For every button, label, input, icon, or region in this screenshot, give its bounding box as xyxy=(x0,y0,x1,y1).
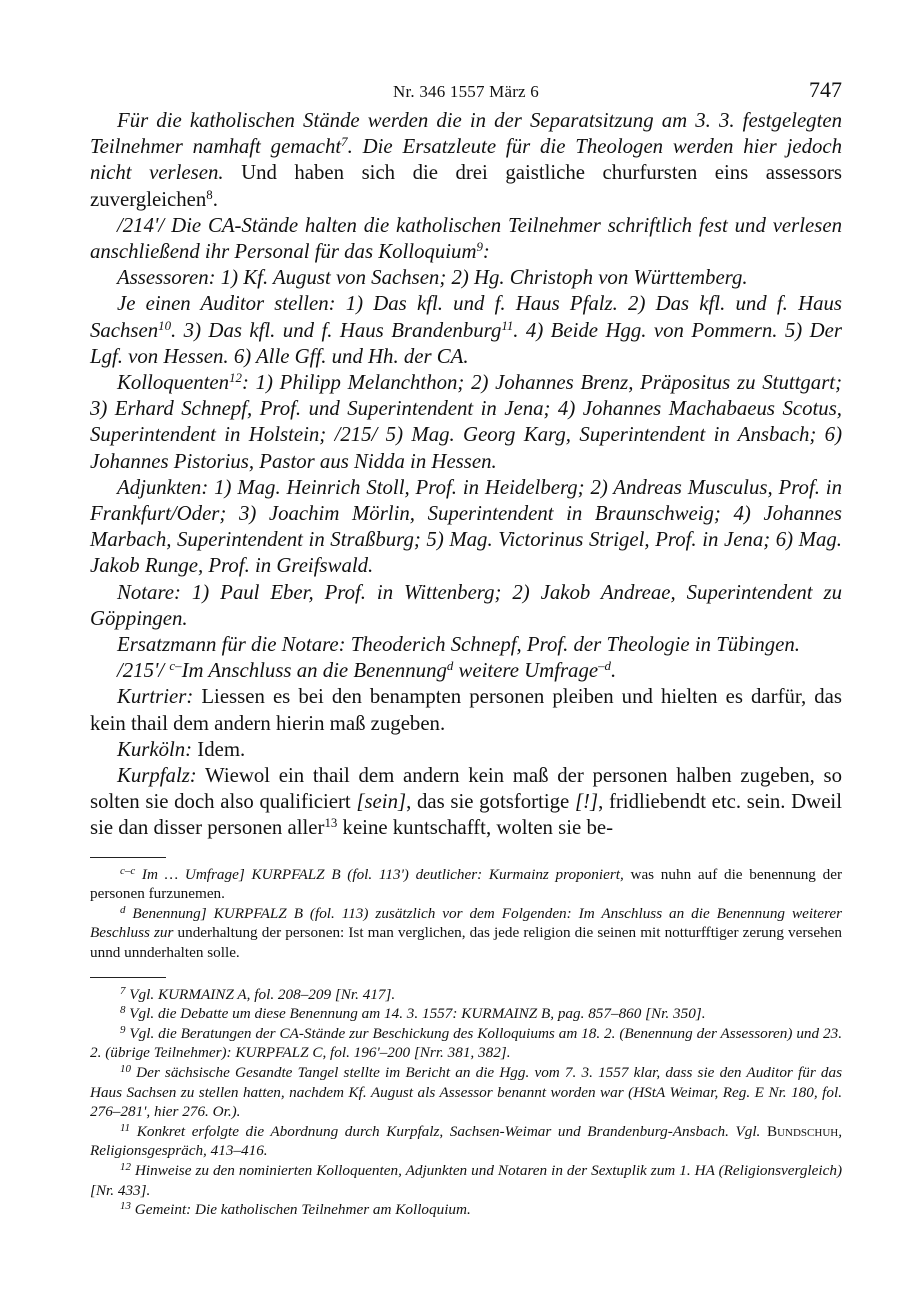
editorial-text: . xyxy=(610,659,617,683)
editorial-text: : 1) Philipp Melanchthon; 2) Johannes Brenz, Präpositus zu Stuttgart; 3) Erhard Schnepf, Prof. und Superintendent in Jena; 4) Johannes Machabaeus Scotus, Superintendent in Holstein; /215/ 5) Mag. Georg Karg, Superintendent in Ansbach; 6) Johannes Pistorius, Pastor aus Nidda in Hessen. xyxy=(90,371,842,473)
source-text: keine kuntschafft, wolten sie be- xyxy=(337,816,614,840)
footnote-ref: 13 xyxy=(324,816,338,831)
editorial-text: . 4) Beide Hgg. von Pommern. 5) Der Lgf. von Hessen. 6) Alle Gff. und Hh. der CA. xyxy=(90,318,842,368)
note-text: Benennung] KURPFALZ B (fol. 113) zusätzlich vor dem Folgenden: Im Anschluss an die Benennung weiterer Beschluss zur xyxy=(90,904,843,942)
paragraph-umfrage xyxy=(90,658,842,684)
paragraph-assessoren: Assessoren: 1) Kf. August von Sachsen; 2) Hg. Christoph von Württemberg. xyxy=(117,266,748,290)
speaker-label: Kurpfalz: xyxy=(117,764,197,788)
editorial-text: /214'/ Die CA-Stände halten die katholischen Teilnehmer schriftlich fest und verlesen anschließend ihr Personal für das Kolloquium xyxy=(90,213,842,264)
footnote xyxy=(90,1161,842,1200)
footnote-number: 7 xyxy=(120,984,126,997)
footnote-text: Vgl. die Beratungen der CA-Stände zur Beschickung des Kolloquiums am 18. 2. (Benennung der Assessoren) und 23. 2. (übrige Teilnehmer): KURPFALZ C, fol. 196'–200 [Nrr. 381, 382]. xyxy=(90,1024,842,1062)
footnote-number: 11 xyxy=(120,1121,131,1134)
source-text: , fridliebendt etc. sein. Dweil sie dan disser personen aller xyxy=(90,790,842,840)
footnote xyxy=(90,1024,842,1063)
footnote-text: Vgl. KURMAINZ A, fol. 208–209 [Nr. 417]. xyxy=(129,985,396,1003)
paragraph-catholic-participants xyxy=(90,108,842,213)
editorial-insertion: [sein] xyxy=(356,790,407,814)
paragraph-kolloquenten xyxy=(90,370,842,475)
note-mark: d xyxy=(120,903,126,916)
speaker-label: Kurköln: xyxy=(117,737,193,761)
paragraph-ca-staende xyxy=(90,213,842,265)
footnote-number: 10 xyxy=(120,1063,131,1076)
editorial-text: Kolloquenten xyxy=(117,371,230,395)
footnote-ref: 7 xyxy=(341,135,348,150)
editorial-text: /215'/ xyxy=(117,659,170,683)
footnote-ref: 12 xyxy=(229,370,242,385)
footnote-text: Hinweise zu den nominierten Kolloquenten, Adjunkten und Notaren in der Sextuplik zum 1. HA (Religionsvergleich) [Nr. 433]. xyxy=(90,1162,842,1199)
footnote xyxy=(90,1004,842,1024)
apparatus-ref: –d xyxy=(598,659,611,674)
editorial-text: : xyxy=(482,240,490,264)
footnote-ref: 9 xyxy=(476,239,483,254)
critical-apparatus xyxy=(90,857,842,963)
editorial-text: Im Anschluss an die Benennung xyxy=(181,659,447,683)
footnote-text: Konkret erfolgte die Abordnung durch Kurpfalz, Sachsen-Weimar und Brandenburg-Ansbach. Vgl. xyxy=(136,1122,767,1140)
apparatus-divider xyxy=(90,857,166,858)
footnotes-divider xyxy=(90,977,166,978)
footnote-ref: 11 xyxy=(501,318,514,333)
footnote-number: 9 xyxy=(120,1023,126,1036)
speaker-label: Kurtrier: xyxy=(117,685,194,709)
note-text: was nuhn auf die benennung der personen furzunemen. xyxy=(90,865,843,903)
page-header xyxy=(90,0,842,108)
editorial-text: Je einen Auditor stellen: 1) Das kfl. und f. Haus Pfalz. 2) Das kfl. und f. Haus Sachsen xyxy=(90,292,842,342)
source-text: Liessen es bei den benampten personen pleiben und hielten es darfür, das kein thail dem andern hierin maß zugeben. xyxy=(90,685,842,735)
editorial-text: weitere Umfrage xyxy=(453,659,599,683)
footnote-number: 8 xyxy=(120,1004,126,1017)
footnote-text: Vgl. die Debatte um diese Benennung am 14. 3. 1557: KURMAINZ B, pag. 857–860 [Nr. 350]. xyxy=(129,1005,706,1023)
source-text: , das sie gotsfortige xyxy=(406,790,575,814)
page-number: 747 xyxy=(809,77,842,102)
source-text: Idem. xyxy=(192,737,246,761)
book-page xyxy=(90,0,842,1220)
footnote-number: 12 xyxy=(120,1161,131,1174)
footnote xyxy=(90,985,842,1005)
footnote xyxy=(90,1063,842,1122)
editorial-text: . 3) Das kfl. und f. Haus Brandenburg xyxy=(171,318,502,342)
apparatus-note xyxy=(90,904,842,963)
author-name: Bundschuh xyxy=(766,1122,839,1140)
source-text: Wiewol ein thail dem andern kein maß der personen halben zugeben, so solten sie doch also qualificiert xyxy=(90,764,842,814)
paragraph-kurpfalz xyxy=(90,763,842,842)
footnote-text: Gemeint: Die katholischen Teilnehmer am Kolloquium. xyxy=(134,1201,471,1219)
apparatus-note xyxy=(90,865,842,904)
paragraph-ersatzmann: Ersatzmann für die Notare: Theoderich Schnepf, Prof. der Theologie in Tübingen. xyxy=(117,633,800,657)
footnote-number: 13 xyxy=(120,1200,131,1213)
footnote-ref: 10 xyxy=(158,318,172,333)
paragraph-kurkoeln xyxy=(90,737,842,763)
footnote xyxy=(90,1200,842,1220)
editorial-text: Für die katholischen Stände werden die in der Separatsitzung am 3. 3. festgelegten Teilnehmer namhaft gemacht xyxy=(90,109,842,159)
source-text: . xyxy=(212,187,218,211)
footnote-text: Der sächsische Gesandte Tangel stellte im Bericht an die Hgg. vom 7. 3. 1557 klar, dass sie den Auditor für das Haus Sachsen zu stellen hatten, nachdem Kf. August als Assessor benannt worden war (HStA Weimar, Reg. E Nr. 180, fol. 276–281', hier 276. Or.). xyxy=(90,1064,843,1121)
paragraph-notare: Notare: 1) Paul Eber, Prof. in Wittenberg; 2) Jakob Andreae, Superintendent zu Göppingen. xyxy=(90,580,842,630)
apparatus-ref: d xyxy=(446,659,454,674)
running-head: Nr. 346 1557 März 6 xyxy=(393,82,539,101)
apparatus-ref: c– xyxy=(169,659,182,674)
paragraph-adjunkten: Adjunkten: 1) Mag. Heinrich Stoll, Prof. in Heidelberg; 2) Andreas Musculus, Prof. in Frankfurt/Oder; 3) Joachim Mörlin, Superintendent in Braunschweig; 4) Johannes Marbach, Superintendent in Straßburg; 5) Mag. Victorinus Strigel, Prof. in Jena; 6) Mag. Jakob Runge, Prof. in Greifswald. xyxy=(90,475,842,578)
footnote-ref: 8 xyxy=(206,187,213,202)
note-text: underhaltung der personen: Ist man verglichen, das jede religion die seinen mit notturfftiger zerung versehen unnd unnderhalten solle. xyxy=(90,924,843,962)
paragraph-kurtrier xyxy=(90,684,842,736)
main-text xyxy=(90,108,842,842)
paragraph-auditoren xyxy=(90,291,842,370)
note-mark: c–c xyxy=(120,864,136,877)
note-text: Im … Umfrage] KURPFALZ B (fol. 113') deutlicher: Kurmainz proponiert, xyxy=(141,865,624,883)
footnotes xyxy=(90,977,842,1220)
source-text: Und haben sich die drei gaistliche churfursten eins assessors zuvergleichen xyxy=(90,161,842,211)
footnote-text: , Religionsgespräch, 413–416. xyxy=(90,1122,842,1160)
editorial-text: . Die Ersatzleute für die Theologen werden hier jedoch nicht verlesen. xyxy=(90,135,842,185)
footnote xyxy=(90,1122,842,1161)
editorial-insertion: [!] xyxy=(574,790,599,814)
